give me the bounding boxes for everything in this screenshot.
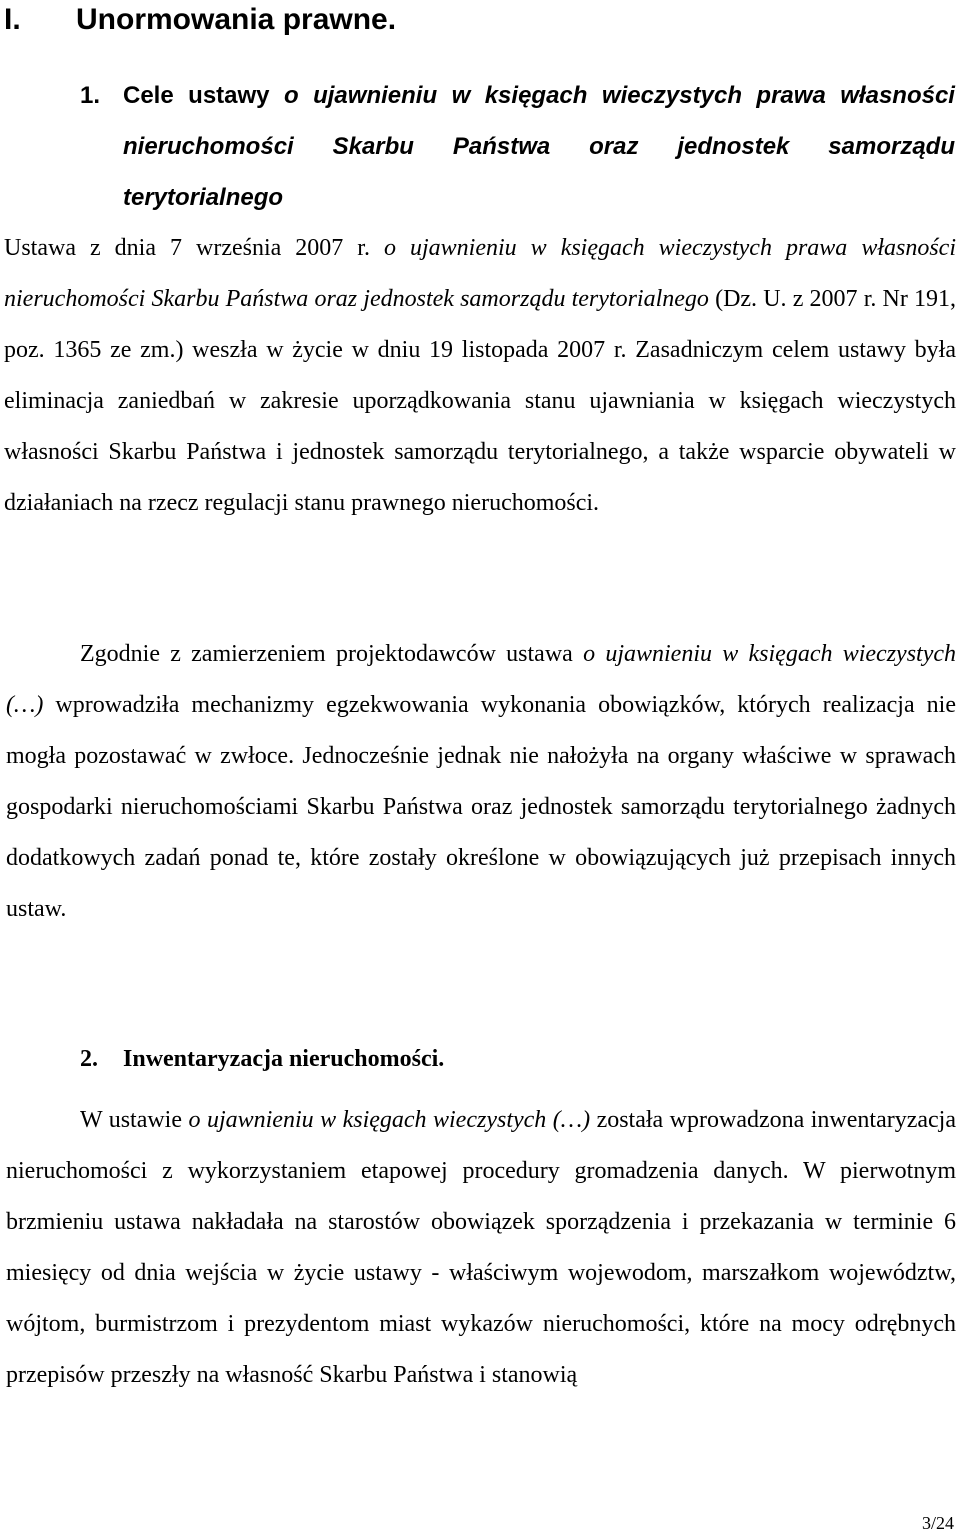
page-number: 3/24	[921, 1513, 954, 1533]
section-1-title	[123, 70, 955, 223]
paragraph-2	[6, 629, 956, 935]
section-1-title-italic: o ujawnieniu w księgach wieczystych prawa własności nieruchomości Skarbu Państwa oraz jednostek samorządu terytorialnego	[123, 82, 955, 211]
chapter-title: Unormowania prawne.	[76, 3, 397, 36]
para3-text-a: W ustawie	[80, 1107, 189, 1133]
section-1-number: 1.	[80, 82, 101, 109]
para3-act-title: o ujawnieniu w księgach wieczystych (…)	[188, 1107, 591, 1133]
chapter-number: I.	[4, 3, 21, 36]
paragraph-1	[4, 223, 956, 529]
section-1-heading	[80, 70, 955, 223]
para2-act-title: o ujawnieniu w księgach wieczystych (…)	[6, 641, 957, 718]
para2-text-a: Zgodnie z zamierzeniem projektodawców ustawa	[80, 641, 584, 667]
section-2-number: 2.	[80, 1046, 98, 1072]
para1-act-title: o ujawnieniu w księgach wieczystych prawa własności nieruchomości Skarbu Państwa oraz jednostek samorządu terytorialnego	[4, 235, 956, 312]
paragraph-3	[6, 1095, 956, 1401]
section-1-title-plain: Cele ustawy	[123, 82, 284, 109]
section-2-title: Inwentaryzacja nieruchomości.	[123, 1046, 445, 1072]
para1-text-b: (Dz. U. z 2007 r. Nr 191, poz. 1365 ze zm.) weszła w życie w dniu 19 listopada 2007 r. Zasadniczym celem ustawy była eliminacja zaniedbań w zakresie uporządkowania stanu ujawniania w księgach wieczystych własności Skarbu Państwa i jednostek samorządu terytorialnego, a także wsparcie obywateli w działaniach na rzecz regulacji stanu prawnego nieruchomości.	[4, 286, 957, 516]
section-2-heading	[80, 1036, 444, 1082]
para2-text-b: wprowadziła mechanizmy egzekwowania wykonania obowiązków, których realizacja nie mogła pozostawać w zwłoce. Jednocześnie jednak nie nałożyła na organy właściwe w sprawach gospodarki nieruchomościami Skarbu Państwa oraz jednostek samorządu terytorialnego żadnych dodatkowych zadań ponad te, które zostały określone w obowiązujących już przepisach innych ustaw.	[6, 692, 956, 922]
para3-text-b: została wprowadzona inwentaryzacja nieruchomości z wykorzystaniem etapowej procedury gromadzenia danych. W pierwotnym brzmieniu ustawa nakładała na starostów obowiązek sporządzenia i przekazania w terminie 6 miesięcy od dnia wejścia w życie ustawy - właściwym wojewodom, marszałkom województw, wójtom, burmistrzom i prezydentom miast wykazów nieruchomości, które na mocy odrębnych przepisów przeszły na własność Skarbu Państwa i stanowią	[6, 1107, 956, 1388]
chapter-heading	[4, 2, 396, 38]
para1-text-a: Ustawa z dnia 7 września 2007 r.	[4, 235, 384, 261]
